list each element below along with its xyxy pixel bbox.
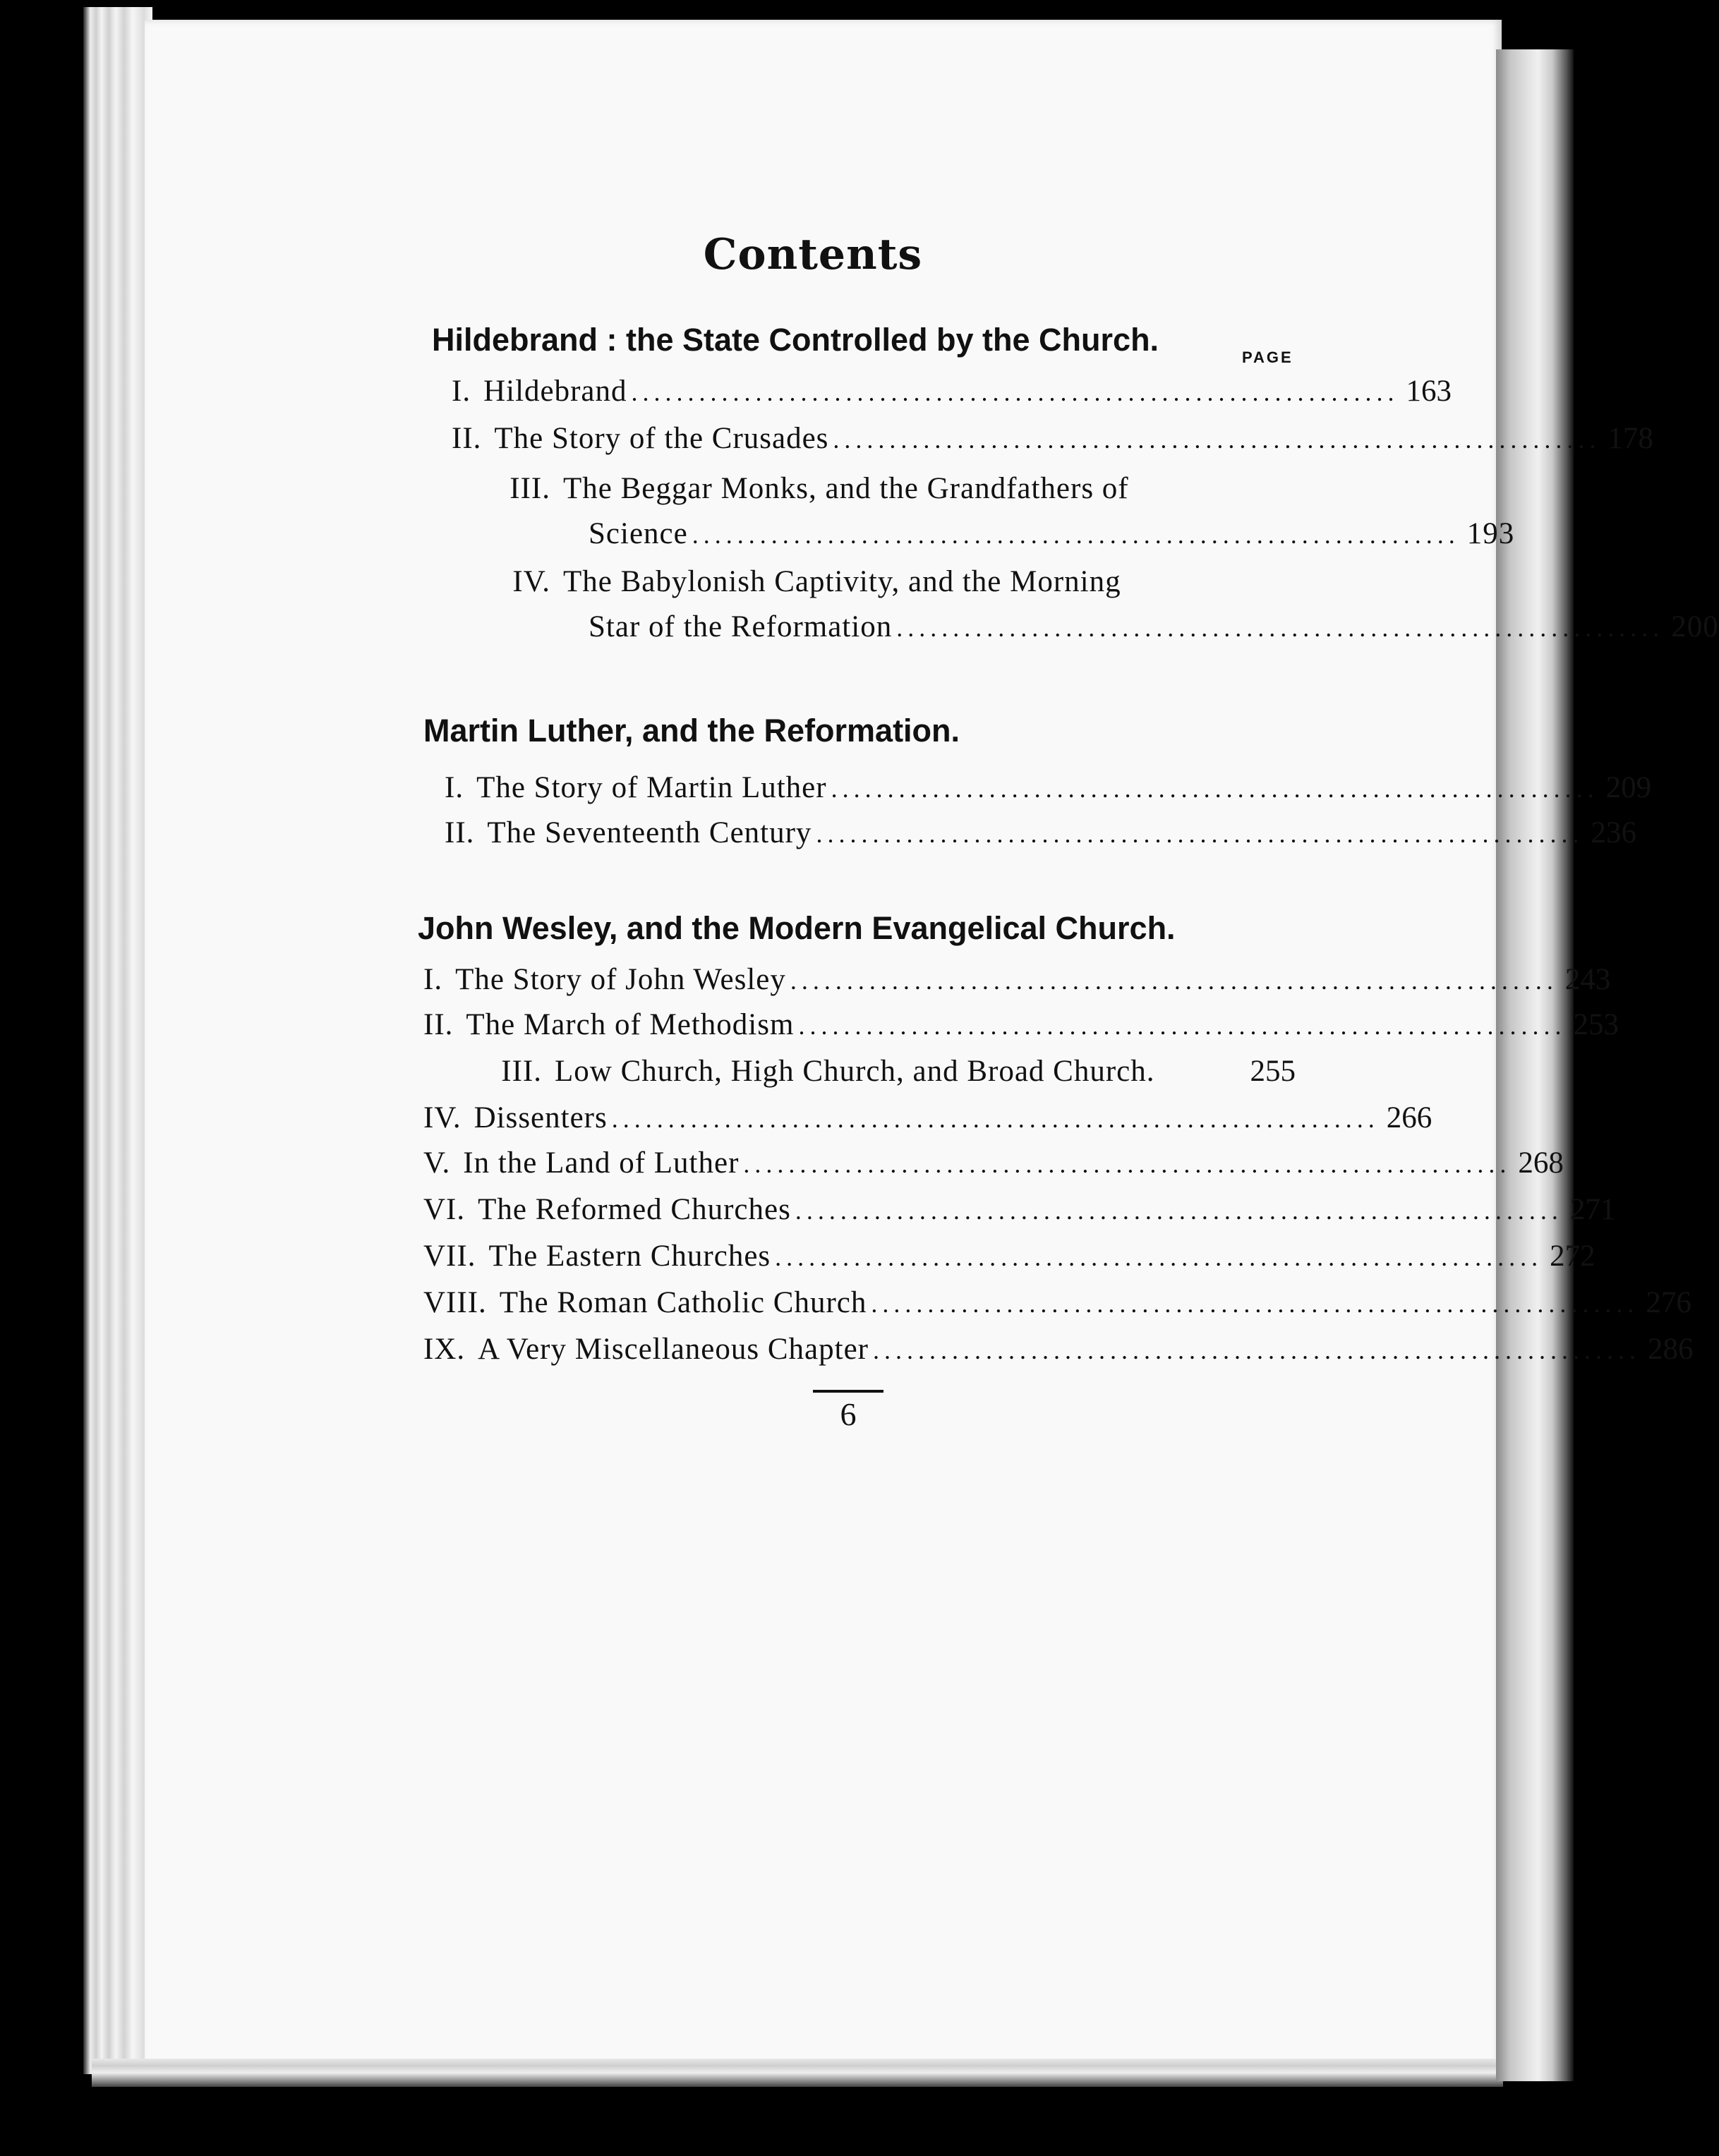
page-column-label: PAGE: [1242, 349, 1293, 366]
toc-entry[interactable]: [423, 1239, 1596, 1281]
page-number: 6: [840, 1396, 857, 1432]
entry-page: 253: [1573, 1008, 1619, 1041]
toc-entry[interactable]: [423, 1192, 1616, 1235]
entry-page: 236: [1591, 816, 1636, 849]
toc-entry[interactable]: [423, 962, 1611, 1005]
entry-title: The Story of the Crusades: [494, 422, 829, 455]
toc-entry[interactable]: [423, 1332, 1694, 1374]
entry-title: Hildebrand: [483, 375, 627, 408]
entry-title: The Babylonish Captivity, and the Morning: [563, 565, 1121, 598]
entry-page: 243: [1564, 963, 1611, 996]
entry-number: I.: [423, 963, 443, 996]
entry-page: 163: [1406, 375, 1452, 408]
entry-page: 276: [1646, 1286, 1691, 1319]
leader-dots: ....................................................................: [896, 614, 1665, 642]
toc-entry[interactable]: [452, 471, 1307, 514]
entry-title-continued: Star of the Reformation: [589, 610, 893, 643]
leader-dots: ....................................................................: [743, 1150, 1512, 1178]
entry-page: 271: [1569, 1193, 1616, 1226]
leader-dots: ....................................................................: [816, 820, 1584, 848]
entry-number: V.: [423, 1146, 451, 1180]
toc-entry[interactable]: [445, 770, 1652, 813]
toc-entry[interactable]: [423, 1146, 1564, 1188]
binding-shadow: [1496, 49, 1574, 2081]
leader-dots: ....................................................................: [790, 967, 1558, 995]
entry-page: 286: [1647, 1333, 1694, 1366]
part-heading-luther: Martin Luther, and the Reformation.: [423, 713, 960, 749]
folio-rule: [813, 1390, 883, 1393]
leader-dots: ....................................................................: [775, 1243, 1543, 1271]
entry-number: VIII.: [423, 1286, 487, 1319]
toc-entry[interactable]: [423, 1007, 1619, 1050]
entry-title: A Very Miscellaneous Chapter: [478, 1333, 869, 1366]
entry-number: II.: [452, 422, 482, 455]
page-title: Contents: [703, 230, 923, 279]
entry-title: The Story of Martin Luther: [476, 771, 827, 804]
entry-title: The March of Methodism: [466, 1008, 795, 1041]
leader-dots: ....................................................................: [872, 1336, 1641, 1364]
entry-page: 255: [1250, 1055, 1296, 1088]
leader-dots: ....................................................................: [611, 1105, 1380, 1133]
entry-title: Dissenters: [474, 1101, 608, 1134]
leader-dots: ....................................................................: [692, 521, 1460, 549]
page-edge-stack: [83, 7, 152, 2074]
entry-title: In the Land of Luther: [463, 1146, 740, 1180]
entry-title-continued: Science: [589, 517, 688, 550]
entry-title: The Seventeenth Century: [487, 816, 812, 849]
entry-page: 209: [1605, 771, 1652, 804]
entry-number: III.: [509, 472, 550, 505]
leader-dots: ....................................................................: [795, 1197, 1563, 1225]
toc-entry[interactable]: [452, 421, 1653, 464]
entry-number: IV.: [423, 1101, 462, 1134]
entry-title: The Reformed Churches: [478, 1193, 791, 1226]
entry-page: 200: [1671, 610, 1719, 643]
entry-number: II.: [445, 816, 475, 849]
toc-entry[interactable]: [445, 816, 1636, 858]
entry-number: I.: [445, 771, 464, 804]
entry-title: The Roman Catholic Church: [499, 1286, 867, 1319]
entry-title: The Beggar Monks, and the Grandfathers of: [563, 472, 1129, 505]
toc-entry[interactable]: [423, 1285, 1691, 1328]
toc-entry-continuation[interactable]: [589, 610, 1719, 652]
part-heading-wesley: John Wesley, and the Modern Evangelical Church.: [418, 910, 1176, 946]
leader-dots: ....................................................................: [631, 378, 1399, 406]
entry-page: 178: [1608, 422, 1653, 455]
entry-title: Low Church, High Church, and Broad Church.: [555, 1055, 1155, 1088]
leader-dots: ....................................................................: [798, 1012, 1567, 1040]
entry-number: II.: [423, 1008, 454, 1041]
entry-page: 272: [1550, 1240, 1596, 1273]
page-bottom-edge: [92, 2059, 1503, 2087]
toc-entry-continuation[interactable]: [589, 516, 1515, 559]
entry-number: IV.: [512, 565, 550, 598]
entry-page: 266: [1386, 1101, 1432, 1134]
entry-page: 268: [1518, 1146, 1564, 1180]
entry-number: I.: [452, 375, 471, 408]
toc-entry[interactable]: [452, 374, 1452, 416]
entry-title: The Story of John Wesley: [455, 963, 786, 996]
toc-entry[interactable]: [423, 1054, 1296, 1096]
toc-entry[interactable]: [452, 564, 1307, 607]
part-heading-hildebrand: Hildebrand : the State Controlled by the Church.: [432, 322, 1159, 358]
entry-number: III.: [501, 1055, 542, 1088]
entry-number: IX.: [423, 1333, 466, 1366]
entry-page: 193: [1466, 517, 1515, 550]
entry-number: VI.: [423, 1193, 466, 1226]
leader-dots: ....................................................................: [871, 1290, 1639, 1318]
entry-number: VII.: [423, 1240, 476, 1273]
toc-entry[interactable]: [423, 1101, 1432, 1143]
entry-title: The Eastern Churches: [488, 1240, 771, 1273]
leader-dots: ....................................................................: [833, 425, 1601, 454]
leader-dots: ....................................................................: [831, 775, 1599, 803]
